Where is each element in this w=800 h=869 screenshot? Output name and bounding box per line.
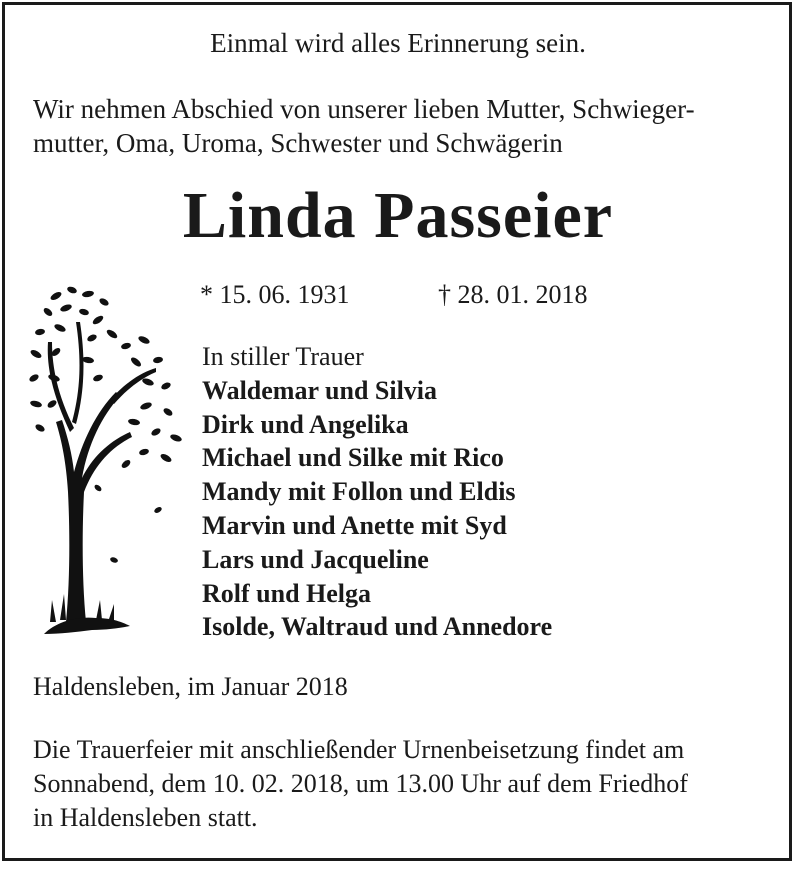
- birth-date: * 15. 06. 1931: [200, 280, 350, 309]
- notice-line: in Haldensleben statt.: [33, 803, 258, 832]
- intro-line: Wir nehmen Abschied von unserer lieben Mutter, Schwieger-: [33, 94, 695, 124]
- notice-line: Die Trauerfeier mit anschließender Urnenbeisetzung findet am: [33, 735, 685, 764]
- mourning-intro: In stiller Trauer: [202, 342, 364, 371]
- mourner-entry: Michael und Silke mit Rico: [202, 443, 504, 473]
- death-date: † 28. 01. 2018: [438, 280, 588, 309]
- service-notice: [33, 733, 773, 835]
- mourner-entry: Rolf und Helga: [202, 578, 372, 608]
- mourner-entry: Mandy mit Follon und Eldis: [202, 477, 516, 507]
- deceased-name: Linda Passeier: [182, 179, 614, 252]
- mourner-entry: Isolde, Waltraud und Annedore: [202, 612, 553, 642]
- intro-text: [33, 92, 773, 160]
- motto: Einmal wird alles Erinnerung sein.: [210, 28, 586, 58]
- mourner-entry: Waldemar und Silvia: [202, 375, 438, 405]
- intro-line: mutter, Oma, Uroma, Schwester und Schwägerin: [33, 128, 563, 158]
- tree-icon: [26, 282, 186, 642]
- mourner-entry: Lars und Jacqueline: [202, 544, 429, 574]
- notice-line: Sonnabend, dem 10. 02. 2018, um 13.00 Uhr auf dem Friedhof: [33, 769, 688, 798]
- mourner-entry: Dirk und Angelika: [202, 409, 409, 439]
- place-date: Haldensleben, im Januar 2018: [33, 672, 348, 701]
- mourners-list: [202, 340, 762, 644]
- mourner-entry: Marvin und Anette mit Syd: [202, 510, 507, 540]
